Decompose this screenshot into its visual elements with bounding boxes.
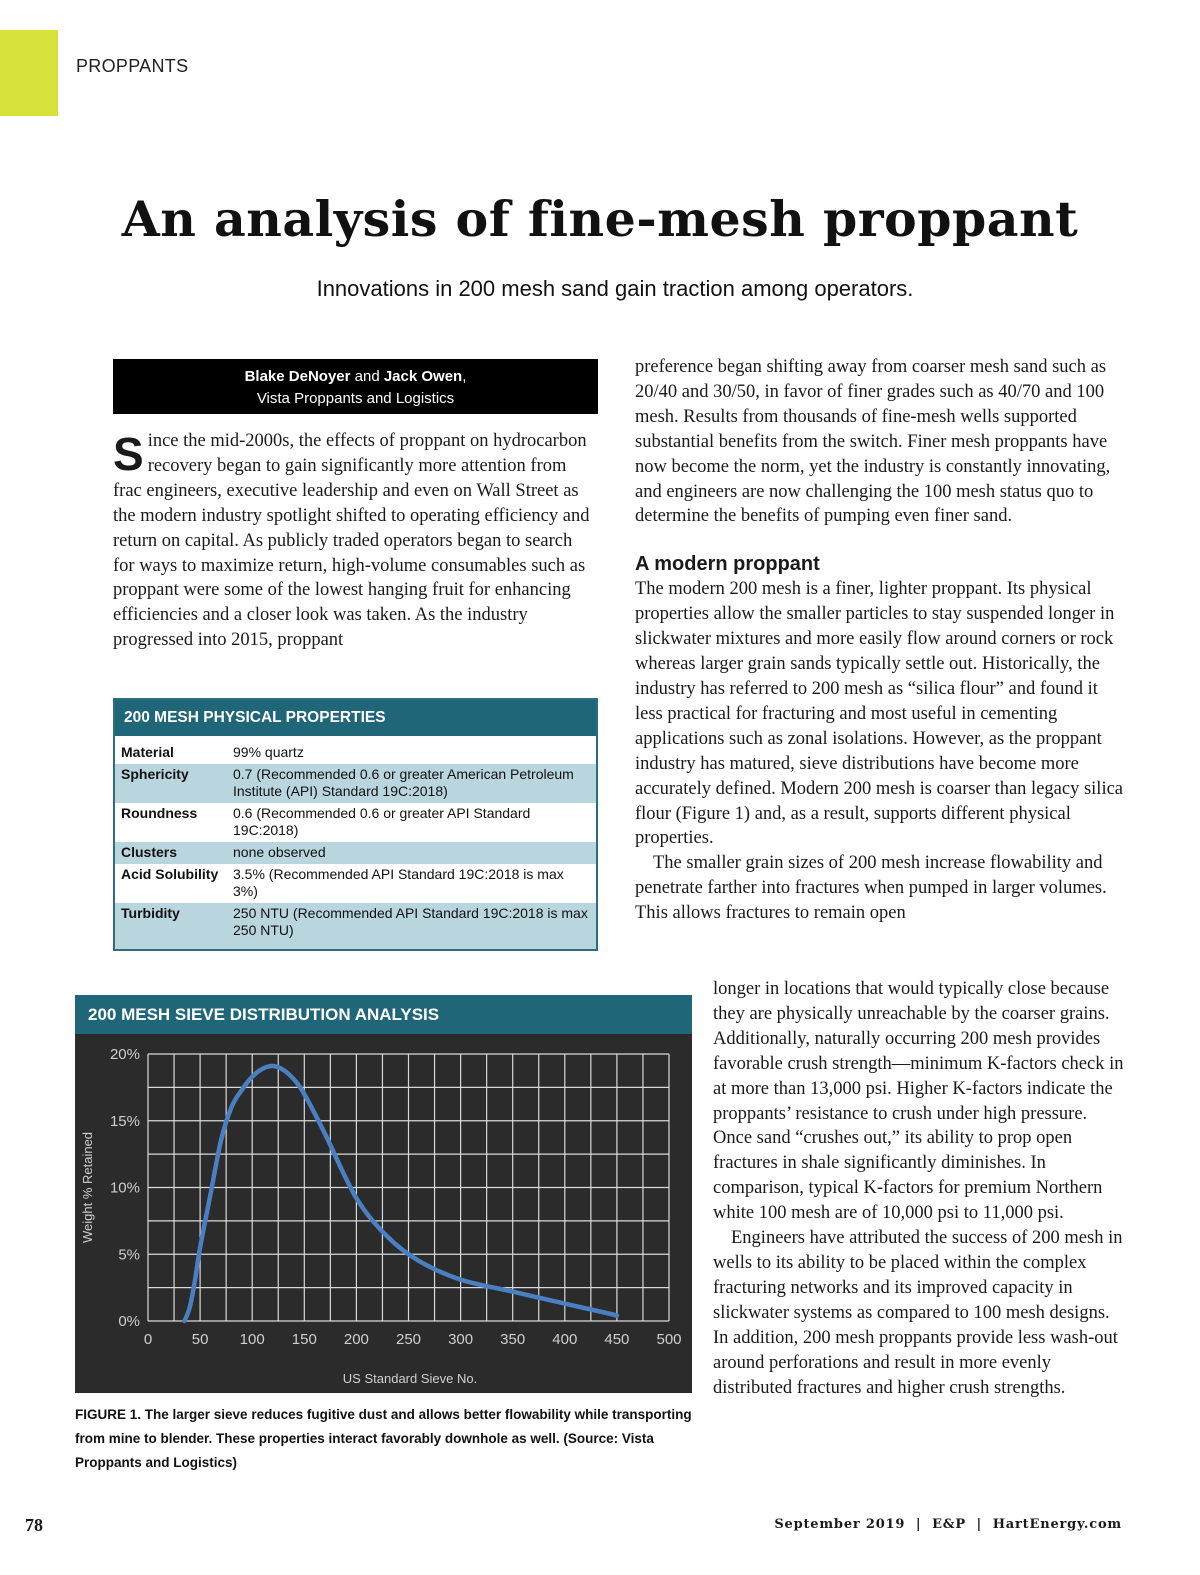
x-tick-label: 0 xyxy=(143,1331,153,1348)
sieve-chart xyxy=(75,995,692,1393)
properties-table-title: 200 MESH PHYSICAL PROPERTIES xyxy=(115,700,596,736)
paragraph: preference began shifting away from coarser mesh sand such as 20/40 and 30/50, in favor of finer grades such as 40/70 and 100 mesh. Results from thousands of fine-mesh wells supported substantial benefits from the switch. Finer mesh proppants have now become the norm, yet the industry is constantly innovating, and engineers are now challenging the 100 mesh status quo to determine the benefits of pumping even finer sand. xyxy=(635,357,1111,527)
x-axis-label: US Standard Sieve No. xyxy=(342,1371,478,1386)
property-value: none observed xyxy=(233,844,326,860)
y-tick-label: 5% xyxy=(118,1246,140,1264)
page-number: 78 xyxy=(25,1515,43,1535)
table-row xyxy=(115,864,596,903)
x-tick-label: 500 xyxy=(656,1331,682,1348)
property-value: 99% quartz xyxy=(233,744,304,760)
property-value: 0.7 (Recommended 0.6 or greater American Petroleum Institute (API) Standard 19C:2018) xyxy=(233,766,574,799)
paragraph: longer in locations that would typically close because they are physically unreachable by the coarser grains. Additionally, naturally occurring 200 mesh provides favorable crush strength—minimum K-factors check in at more than 13,000 psi. Higher K-factors indicate the proppants’ resistance to crush under high pressure. Once sand “crushes out,” its ability to prop open fractures in shale significantly diminishes. In comparison, typical K-factors for premium Northern white 100 mesh are of 10,000 psi to 11,000 psi. xyxy=(713,979,1124,1224)
property-name: Acid Solubility xyxy=(121,866,219,882)
x-tick-label: 200 xyxy=(343,1331,369,1348)
article-title: An analysis of fine-mesh proppant xyxy=(121,190,1079,248)
table-row xyxy=(115,803,596,842)
properties-table-grid xyxy=(115,736,596,949)
figure-caption: FIGURE 1. The larger sieve reduces fugitive dust and allows better flowability while transporting from mine to blender. These properties interact favorably downhole as well. (Source: Vista Proppants and Logistics) xyxy=(75,1407,692,1470)
property-name: Material xyxy=(121,744,174,760)
paragraph: The modern 200 mesh is a finer, lighter proppant. Its physical properties allow the smaller particles to stay suspended longer in slickwater mixtures and more easily flow around corners or rock whereas larger grain sands typically settle out. Historically, the industry has referred to 200 mesh as “silica flour” and found it less practical for fracturing and most useful in cementing applications such as zonal isolations. However, as the proppant industry has matured, sieve distributions have become more accurately defined. Modern 200 mesh is coarser than legacy silica flour (Figure 1) and, as a result, supports different physical properties. xyxy=(635,579,1124,849)
intro-text: ince the mid-2000s, the effects of proppant on hydrocarbon recovery began to gain significantly more attention from frac engineers, executive leadership and even on Wall Street as the modern industry spotlight shifted to operating efficiency and return on capital. As publicly traded operators began to search for ways to maximize return, high-volume consumables such as proppant were some of the lowest hanging fruit for enhancing efficiencies and a closer look was taken. As the industry progressed into 2015, proppant xyxy=(113,431,590,651)
body-column-1 xyxy=(113,429,598,653)
x-tick-label: 50 xyxy=(191,1331,209,1348)
author-2: Jack Owen xyxy=(383,368,463,385)
byline-box xyxy=(113,359,598,414)
properties-table xyxy=(113,698,598,951)
paragraph: Engineers have attributed the success of 200 mesh in wells to its ability to be placed within the complex fracturing networks and its improved capacity in slickwater systems as compared to 100 mesh designs. In addition, 200 mesh proppants provide less wash-out around perforations and result in more evenly distributed fractures and higher crush strengths. xyxy=(713,1228,1123,1398)
table-row xyxy=(115,736,596,764)
paragraph: The smaller grain sizes of 200 mesh increase flowability and penetrate farther into fractures when pumped in larger volumes. This allows fractures to remain open xyxy=(635,853,1107,924)
author-1: Blake DeNoyer xyxy=(244,368,351,385)
x-tick-label: 250 xyxy=(395,1331,422,1348)
x-tick-label: 350 xyxy=(500,1331,526,1348)
chart-title: 200 MESH SIEVE DISTRIBUTION ANALYSIS xyxy=(75,995,692,1034)
intro-paragraph xyxy=(113,429,598,653)
body-column-2-narrow xyxy=(713,977,1125,1400)
byline-affiliation: Vista Proppants and Logistics xyxy=(256,390,455,407)
y-tick-label: 15% xyxy=(109,1112,140,1130)
body-column-2 xyxy=(635,355,1125,926)
property-name: Roundness xyxy=(121,805,198,821)
y-tick-label: 0% xyxy=(118,1313,140,1330)
section-heading: A modern proppant xyxy=(635,553,820,576)
byline-comma: , xyxy=(462,368,467,385)
property-name: Sphericity xyxy=(121,766,189,782)
table-row xyxy=(115,842,596,864)
series-line xyxy=(185,1066,617,1321)
byline-authors xyxy=(113,366,598,388)
footer-issue: September 2019 | E&P | HartEnergy.com xyxy=(774,1517,1122,1532)
section-color-tab xyxy=(0,30,58,116)
x-tick-label: 300 xyxy=(448,1331,474,1348)
property-value: 3.5% (Recommended API Standard 19C:2018 is max 3%) xyxy=(233,866,564,899)
y-axis-label: Weight % Retained xyxy=(80,1131,95,1244)
y-tick-label: 20% xyxy=(109,1046,140,1063)
chart-plot xyxy=(75,1034,692,1393)
drop-cap: S xyxy=(113,428,144,480)
section-label: PROPPANTS xyxy=(76,56,189,76)
x-tick-label: 150 xyxy=(291,1331,317,1348)
property-name: Turbidity xyxy=(121,905,180,921)
x-tick-label: 100 xyxy=(239,1331,265,1348)
y-tick-label: 10% xyxy=(109,1179,140,1197)
property-name: Clusters xyxy=(121,844,178,860)
x-tick-label: 450 xyxy=(604,1331,630,1348)
property-value: 0.6 (Recommended 0.6 or greater API Standard 19C:2018) xyxy=(233,805,531,838)
x-tick-label: 400 xyxy=(552,1331,578,1348)
table-row xyxy=(115,903,596,949)
byline-and: and xyxy=(350,368,384,385)
article-subtitle: Innovations in 200 mesh sand gain traction among operators. xyxy=(316,276,914,301)
table-row xyxy=(115,764,596,803)
property-value: 250 NTU (Recommended API Standard 19C:2018 is max 250 NTU) xyxy=(233,905,588,938)
